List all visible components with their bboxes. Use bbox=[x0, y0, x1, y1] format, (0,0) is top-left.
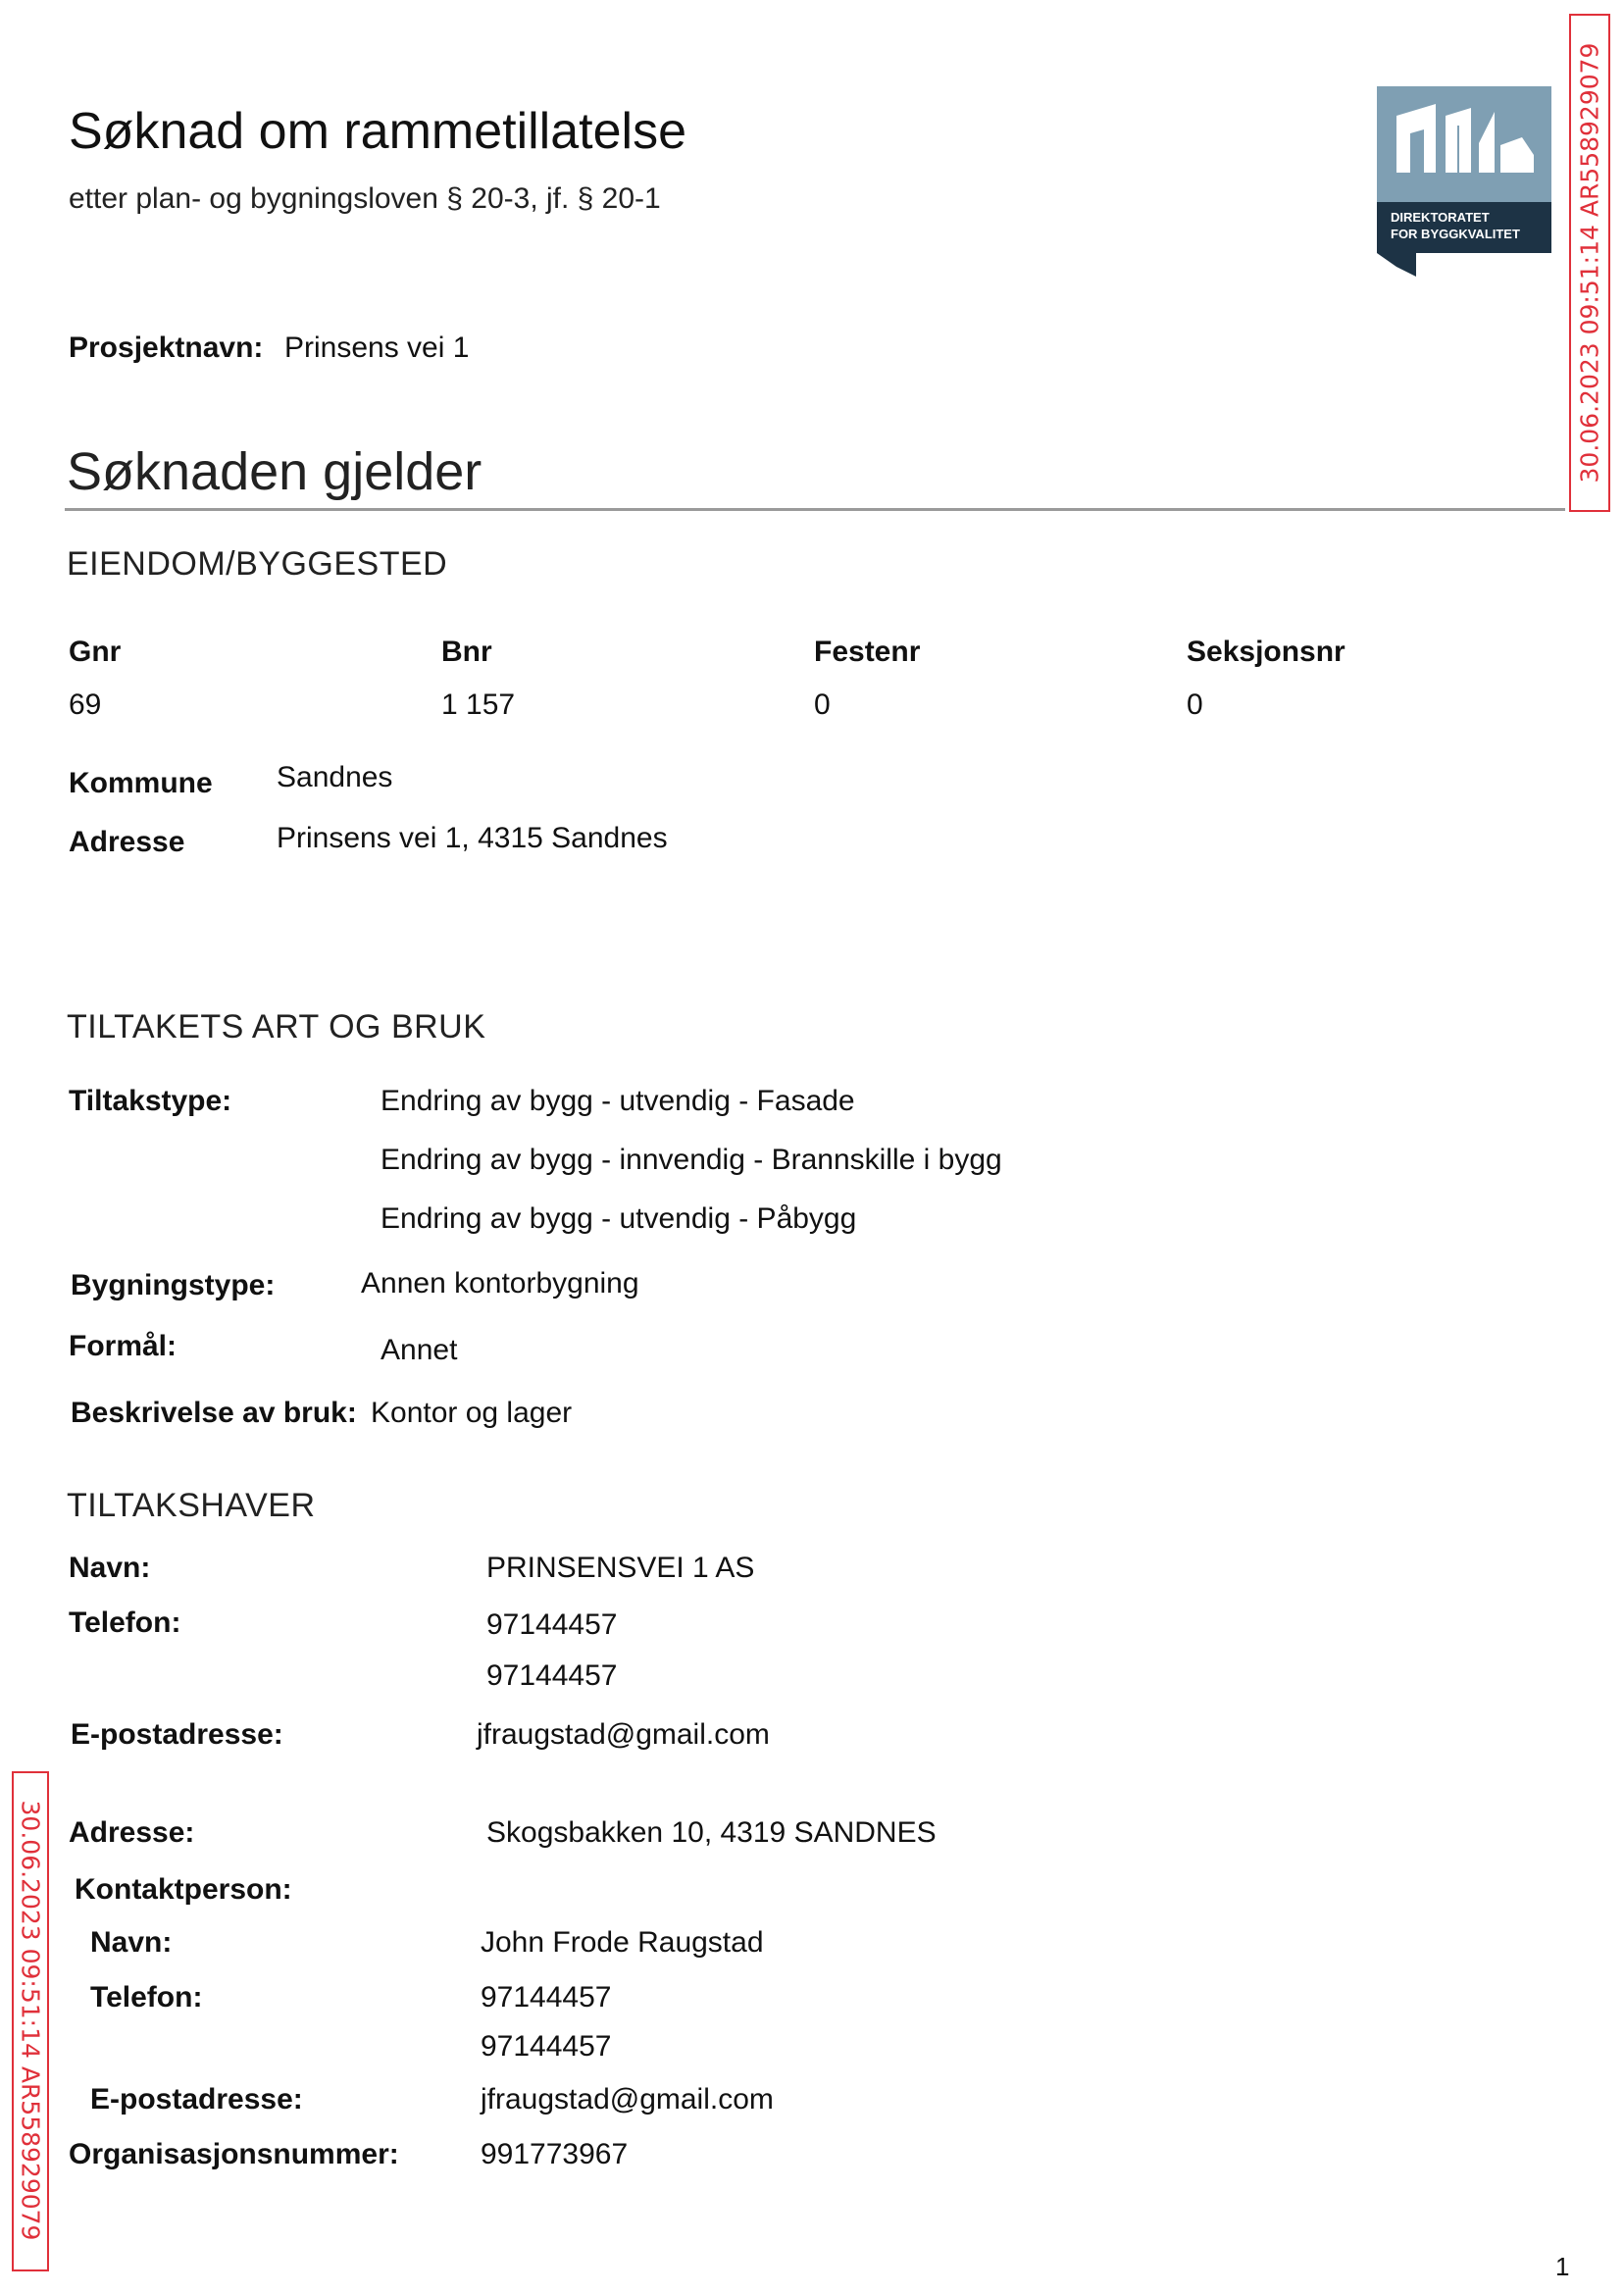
project-value: Prinsens vei 1 bbox=[284, 331, 470, 364]
tiltakshaver-telefon-value: 97144457 bbox=[486, 1608, 618, 1641]
document-subtitle: etter plan- og bygningsloven § 20-3, jf. § 20-1 bbox=[69, 182, 661, 215]
tiltakshaver-adresse-value: Skogsbakken 10, 4319 SANDNES bbox=[486, 1816, 937, 1849]
kontaktperson-epost-value: jfraugstad@gmail.com bbox=[481, 2083, 774, 2116]
tiltakshaver-epost-value: jfraugstad@gmail.com bbox=[477, 1718, 770, 1751]
heading-divider bbox=[65, 508, 1565, 511]
logo-line1: DIREKTORATET bbox=[1391, 210, 1490, 225]
adresse-value: Prinsens vei 1, 4315 Sandnes bbox=[277, 822, 668, 854]
formal-label: Formål: bbox=[69, 1330, 178, 1362]
tiltakshaver-epost-label: E-postadresse: bbox=[71, 1718, 283, 1751]
tiltakshaver-navn-value: PRINSENSVEI 1 AS bbox=[486, 1552, 755, 1584]
kontaktperson-telefon-label: Telefon: bbox=[90, 1981, 203, 2014]
value-gnr: 69 bbox=[69, 688, 102, 721]
section-tiltakshaver-title: TILTAKSHAVER bbox=[67, 1487, 316, 1524]
organisasjonsnummer-value: 991773967 bbox=[481, 2138, 629, 2170]
col-header-gnr: Gnr bbox=[69, 636, 122, 668]
tiltakshaver-telefon-label: Telefon: bbox=[69, 1606, 181, 1639]
bruk-label: Beskrivelse av bruk: bbox=[71, 1397, 357, 1429]
receipt-stamp-top-text: 30.06.2023 09:51:14 AR558929079 bbox=[1575, 42, 1604, 484]
kontaktperson-telefon-value: 97144457 bbox=[481, 1981, 612, 2014]
bruk-value: Kontor og lager bbox=[371, 1397, 573, 1429]
tiltakstype-item: Endring av bygg - utvendig - Påbygg bbox=[381, 1202, 857, 1235]
value-seksjonsnr: 0 bbox=[1187, 688, 1203, 721]
section-eiendom-title: EIENDOM/BYGGESTED bbox=[67, 545, 448, 583]
adresse-label: Adresse bbox=[69, 826, 185, 858]
receipt-stamp-bottom-text: 30.06.2023 09:51:14 AR558929079 bbox=[16, 1800, 45, 2241]
kontaktperson-navn-value: John Frode Raugstad bbox=[481, 1926, 764, 1959]
tiltakstype-item: Endring av bygg - utvendig - Fasade bbox=[381, 1085, 855, 1117]
kontaktperson-navn-label: Navn: bbox=[90, 1926, 173, 1959]
organisasjonsnummer-label: Organisasjonsnummer: bbox=[69, 2138, 399, 2170]
logo-line2: FOR BYGGKVALITET bbox=[1391, 227, 1520, 241]
main-heading: Søknaden gjelder bbox=[67, 442, 482, 501]
col-header-seksjonsnr: Seksjonsnr bbox=[1187, 636, 1345, 668]
tiltakshaver-adresse-label: Adresse: bbox=[69, 1816, 195, 1849]
tiltakstype-label: Tiltakstype: bbox=[69, 1085, 232, 1117]
tiltakstype-item: Endring av bygg - innvendig - Brannskille i bygg bbox=[381, 1144, 1002, 1176]
bygningstype-label: Bygningstype: bbox=[71, 1269, 276, 1301]
kontaktperson-epost-label: E-postadresse: bbox=[90, 2083, 303, 2116]
col-header-bnr: Bnr bbox=[441, 636, 492, 668]
document-title: Søknad om rammetillatelse bbox=[69, 103, 686, 160]
project-label: Prosjektnavn: bbox=[69, 331, 264, 364]
kommune-label: Kommune bbox=[69, 767, 213, 799]
section-tiltak-title: TILTAKETS ART OG BRUK bbox=[67, 1008, 486, 1045]
dibk-logo-graphic bbox=[1377, 86, 1551, 277]
page-number: 1 bbox=[1555, 2252, 1570, 2281]
kontaktperson-label: Kontaktperson: bbox=[75, 1873, 292, 1906]
kontaktperson-telefon-value: 97144457 bbox=[481, 2030, 612, 2063]
formal-value: Annet bbox=[381, 1334, 458, 1366]
kommune-value: Sandnes bbox=[277, 761, 393, 793]
tiltakshaver-telefon-value: 97144457 bbox=[486, 1659, 618, 1692]
col-header-festenr: Festenr bbox=[814, 636, 921, 668]
value-festenr: 0 bbox=[814, 688, 831, 721]
bygningstype-value: Annen kontorbygning bbox=[361, 1267, 639, 1300]
dibk-logo bbox=[1377, 86, 1551, 281]
tiltakshaver-navn-label: Navn: bbox=[69, 1552, 151, 1584]
value-bnr: 1 157 bbox=[441, 688, 516, 721]
